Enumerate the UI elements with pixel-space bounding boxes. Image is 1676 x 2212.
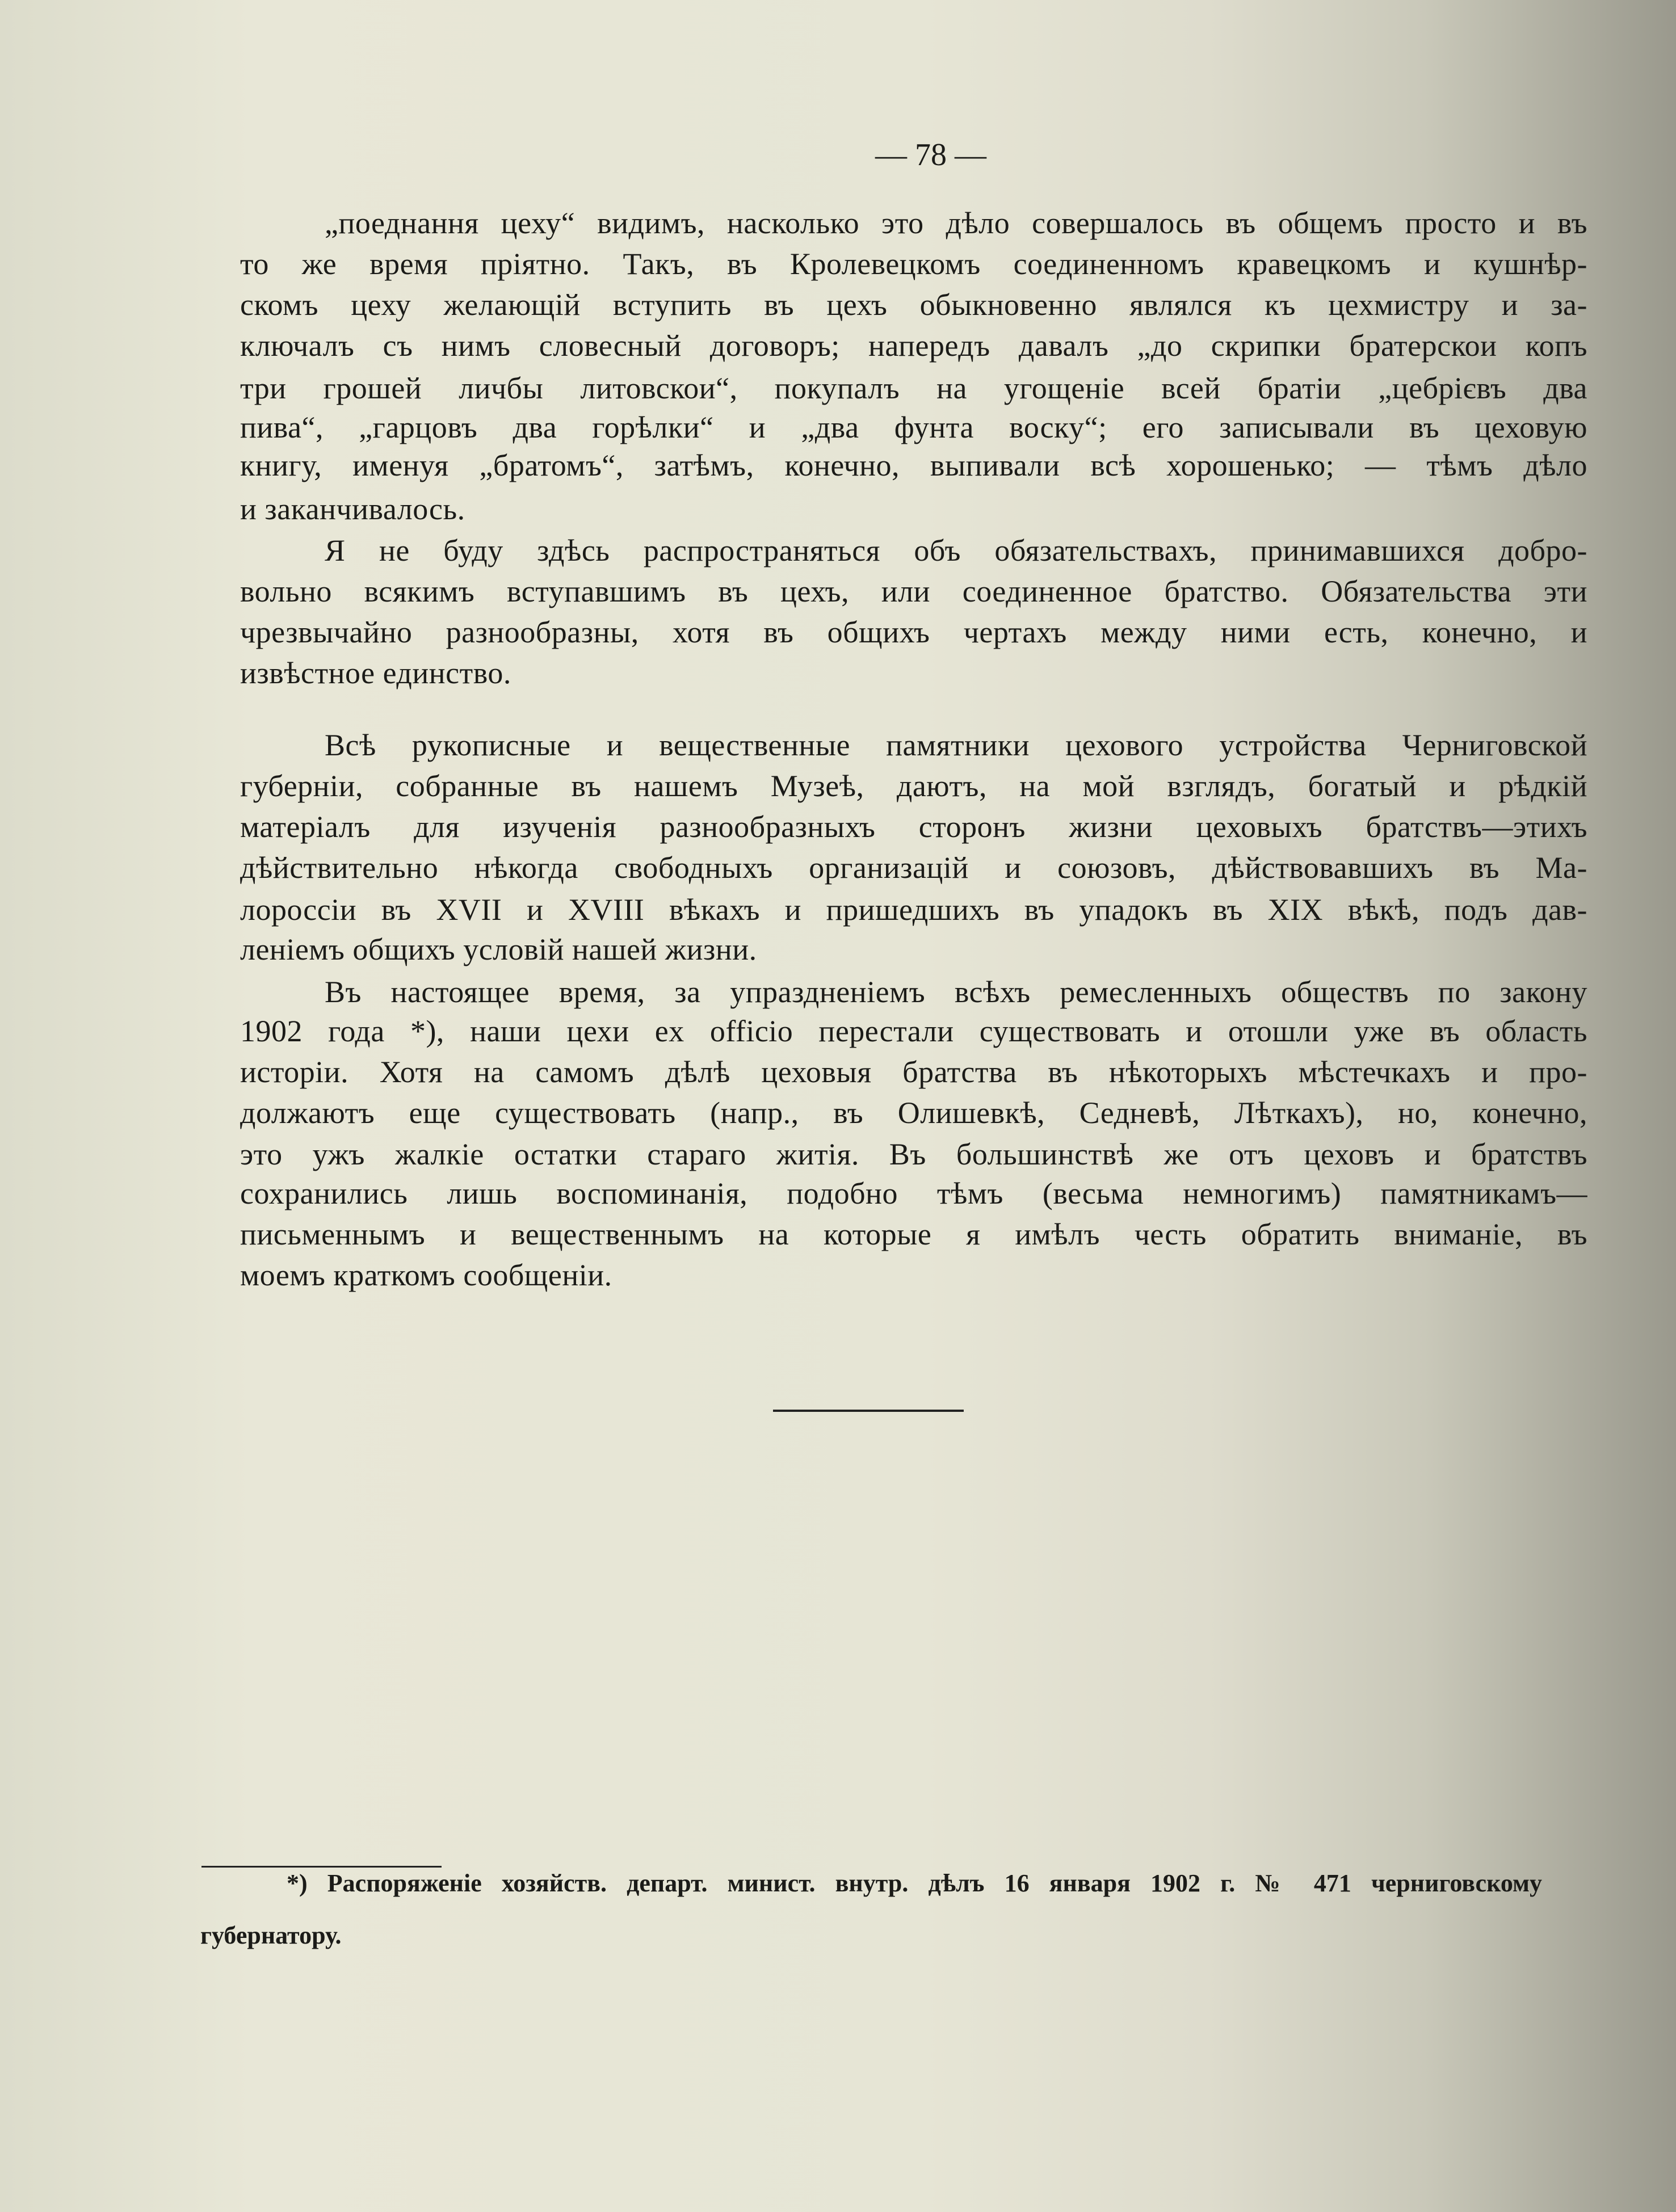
section-divider: [773, 1410, 964, 1412]
text-line: и заканчивалось.: [240, 492, 465, 527]
text-line: исторіи. Хотя на самомъ дѣлѣ цеховыя братства въ нѣкоторыхъ мѣстечкахъ и про-: [240, 1055, 1587, 1090]
text-line: это ужъ жалкіе остатки стараго житія. Въ большинствѣ же отъ цеховъ и братствъ: [240, 1137, 1587, 1171]
text-line: сохранились лишь воспоминанія, подобно тѣмъ (весьма немногимъ) памятникамъ—: [240, 1176, 1587, 1211]
text-line: должаютъ еще существовать (напр., въ Олишевкѣ, Седневѣ, Лѣткахъ), но, конечно,: [240, 1096, 1587, 1130]
text-line: леніемъ общихъ условій нашей жизни.: [240, 932, 757, 967]
text-line: чрезвычайно разнообразны, хотя въ общихъ чертахъ между ними есть, конечно, и: [240, 615, 1587, 649]
text-line: три грошей личбы литовскои“, покупалъ на угощеніе всей братіи „цебрієвъ два: [240, 371, 1587, 405]
footnote-line: *) Распоряженіе хозяйств. департ. минист. внутр. дѣлъ 16 января 1902 г. № 471 черниговскому: [287, 1869, 1542, 1897]
text-line: извѣстное единство.: [240, 655, 511, 690]
text-line: пива“, „гарцовъ два горѣлки“ и „два фунта воску“; его записывали въ цеховую: [240, 410, 1587, 445]
text-line: матеріалъ для изученія разнообразныхъ сторонъ жизни цеховыхъ братствъ—этихъ: [240, 809, 1587, 844]
text-line: письменнымъ и вещественнымъ на которые я имѣлъ честь обратить вниманіе, въ: [240, 1217, 1587, 1252]
text-line: моемъ краткомъ сообщеніи.: [240, 1258, 612, 1293]
text-line: то же время пріятно. Такъ, въ Кролевецкомъ соединенномъ кравецкомъ и кушнѣр-: [240, 246, 1587, 281]
text-line: Всѣ рукописные и вещественные памятники цехового устройства Черниговской: [325, 727, 1587, 762]
text-line: „поеднання цеху“ видимъ, насколько это дѣло совершалось въ общемъ просто и въ: [325, 205, 1587, 240]
text-line: вольно всякимъ вступавшимъ въ цехъ, или соединенное братство. Обязательства эти: [240, 574, 1587, 608]
page-number: — 78 —: [875, 137, 986, 173]
text-line: ключалъ съ нимъ словесный договоръ; напередъ давалъ „до скрипки братерскои копъ: [240, 329, 1587, 363]
text-line: дѣйствительно нѣкогда свободныхъ организацій и союзовъ, дѣйствовавшихъ въ Ма-: [240, 850, 1587, 885]
text-line: скомъ цеху желающій вступить въ цехъ обыкновенно являлся къ цехмистру и за-: [240, 287, 1587, 322]
footnote-line: губернатору.: [200, 1921, 342, 1949]
text-line: книгу, именуя „братомъ“, затѣмъ, конечно, выпивали всѣ хорошенько; — тѣмъ дѣло: [240, 448, 1587, 483]
text-line: лороссіи въ XVII и XVIII вѣкахъ и пришедшихъ въ упадокъ въ XIX вѣкѣ, подъ дав-: [240, 893, 1587, 927]
text-line: Въ настоящее время, за упраздненіемъ всѣхъ ремесленныхъ обществъ по закону: [325, 974, 1587, 1009]
text-line: Я не буду здѣсь распространяться объ обязательствахъ, принимавшихся добро-: [325, 533, 1587, 567]
text-line: 1902 года *), наши цехи ex officio перестали существовать и отошли уже въ область: [240, 1014, 1587, 1049]
text-line: губерніи, собранные въ нашемъ Музеѣ, даютъ, на мой взглядъ, богатый и рѣдкій: [240, 768, 1587, 803]
